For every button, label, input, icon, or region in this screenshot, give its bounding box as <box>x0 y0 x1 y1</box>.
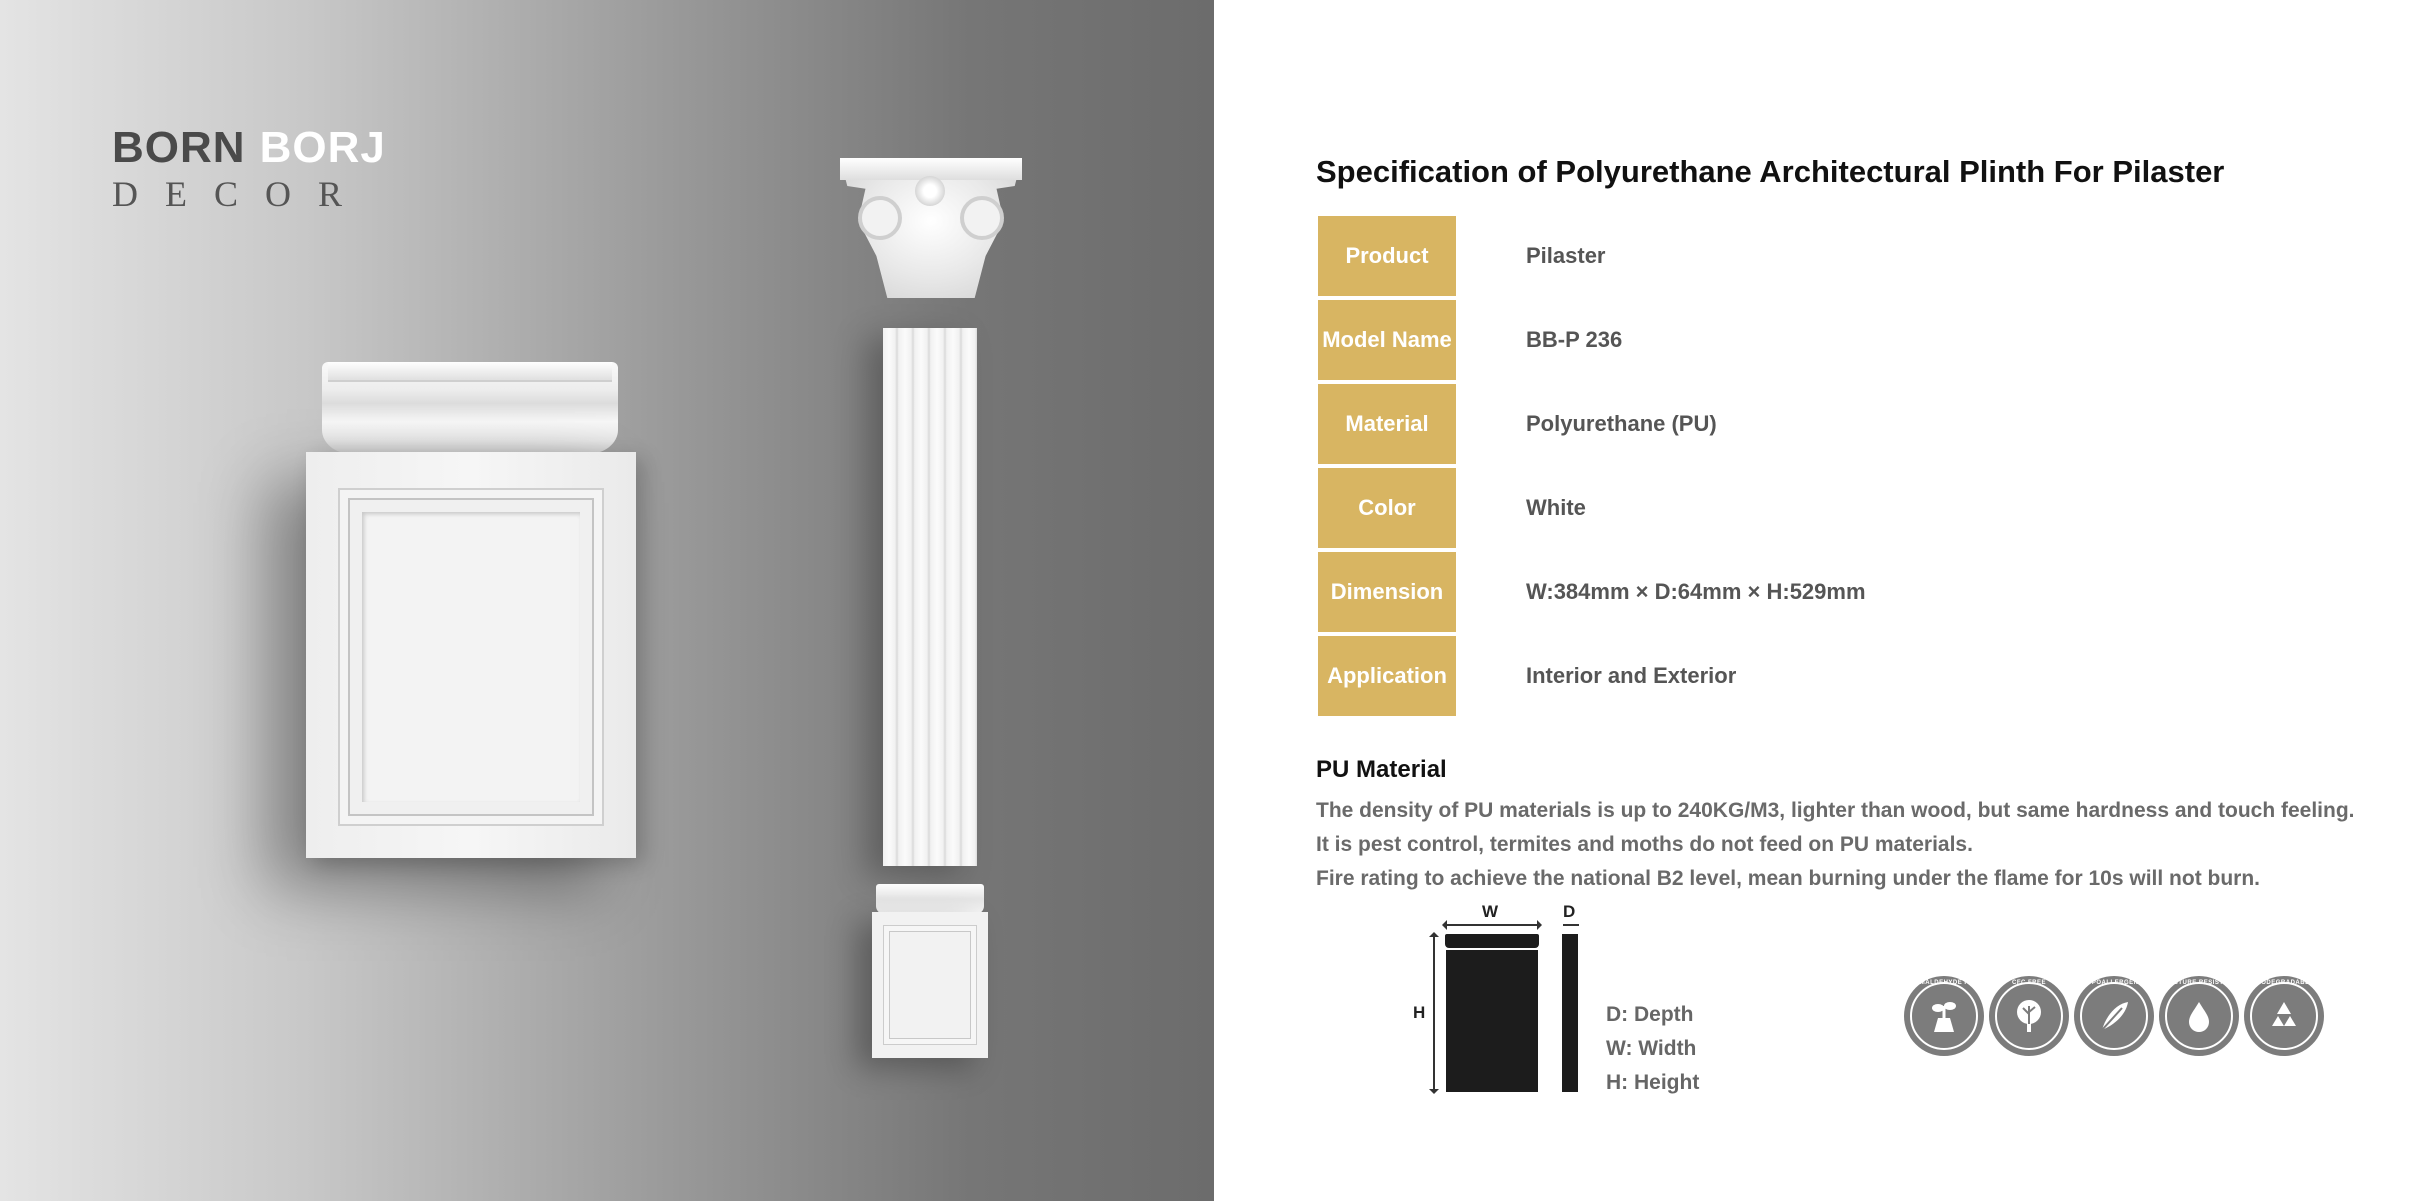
badge-moisture-resistant <box>2159 976 2239 1056</box>
legend-height: H: Height <box>1606 1071 1700 1094</box>
dimension-legend <box>1606 998 1699 1100</box>
spec-key: Material <box>1318 384 1456 464</box>
spec-key: Dimension <box>1318 552 1456 632</box>
diagram-front-view <box>1446 950 1538 1092</box>
spec-key: Model Name <box>1318 300 1456 380</box>
spec-row <box>1316 466 2316 550</box>
spec-key: Application <box>1318 636 1456 716</box>
pu-material-description <box>1316 794 2355 896</box>
height-arrow-icon <box>1433 934 1435 1092</box>
plant-flask-icon <box>1924 996 1964 1036</box>
plinth-panel-inner <box>362 512 580 802</box>
pilaster-base-panel <box>884 926 976 1044</box>
badge-cfc-free <box>1989 976 2069 1056</box>
pu-line-fire: Fire rating to achieve the national B2 level, mean burning under the flame for 10s will not burn. <box>1316 867 2261 890</box>
badge-label: HYPOALLERGENIC <box>2082 980 2146 986</box>
badge-label: BIODEGRADABLE <box>2254 980 2314 986</box>
diagram-front-cap <box>1445 934 1539 948</box>
feather-icon <box>2094 996 2134 1036</box>
spec-value: Interior and Exterior <box>1526 663 1737 688</box>
spec-key: Color <box>1318 468 1456 548</box>
pu-line-density: The density of PU materials is up to 240KG/M3, lighter than wood, but same hardness and touch feeling. <box>1316 799 2355 822</box>
spec-row <box>1316 634 2316 718</box>
legend-depth: D: Depth <box>1606 1003 1694 1026</box>
spec-table <box>1316 214 2316 718</box>
spec-value: Pilaster <box>1526 243 1606 268</box>
pu-material-title: PU Material <box>1316 756 1447 783</box>
diagram-side-view <box>1562 934 1578 1092</box>
spec-value: Polyurethane (PU) <box>1526 411 1717 436</box>
pilaster-base-moulding <box>876 884 984 914</box>
spec-key: Product <box>1318 216 1456 296</box>
recycle-icon <box>2264 996 2304 1036</box>
width-arrow-icon <box>1444 924 1540 926</box>
logo-text-decor: DECOR <box>112 174 370 214</box>
dimension-w-label: W <box>1482 902 1499 921</box>
dimension-h-label: H <box>1413 1003 1426 1022</box>
spec-value: W:384mm × D:64mm × H:529mm <box>1526 579 1866 604</box>
badge-label: CFC FREE <box>2012 980 2046 986</box>
pu-line-pest: It is pest control, termites and moths do not feed on PU materials. <box>1316 833 1973 856</box>
spec-row <box>1316 382 2316 466</box>
badge-biodegradable <box>2244 976 2324 1056</box>
badge-label: MOISTURE RESISTANT <box>2161 980 2237 986</box>
spec-row <box>1316 214 2316 298</box>
feature-badges <box>1904 976 2324 1056</box>
spec-value: White <box>1526 495 1586 520</box>
brand-logo <box>112 123 386 214</box>
logo-text-born: BORN <box>112 123 246 172</box>
badge-hypoallergenic <box>2074 976 2154 1056</box>
pilaster-fluted-shaft <box>883 328 977 866</box>
water-drops-icon <box>2179 996 2219 1036</box>
spec-row <box>1316 298 2316 382</box>
badge-formaldehyde-free <box>1904 976 1984 1056</box>
capital-volute-left <box>858 196 902 240</box>
depth-arrow-icon <box>1563 924 1579 926</box>
spec-value: BB-P 236 <box>1526 327 1623 352</box>
capital-volute-right <box>960 196 1004 240</box>
legend-width: W: Width <box>1606 1037 1697 1060</box>
tree-icon <box>2009 996 2049 1036</box>
logo-text-borj: BORJ <box>259 123 386 172</box>
dimension-d-label: D <box>1563 902 1576 921</box>
spec-row <box>1316 550 2316 634</box>
plinth-cap-top <box>328 362 612 382</box>
badge-label: FORMALDEHYDE FREE <box>1905 980 1983 986</box>
capital-rosette <box>915 176 945 206</box>
spec-title: Specification of Polyurethane Architectural Plinth For Pilaster <box>1316 154 2225 189</box>
